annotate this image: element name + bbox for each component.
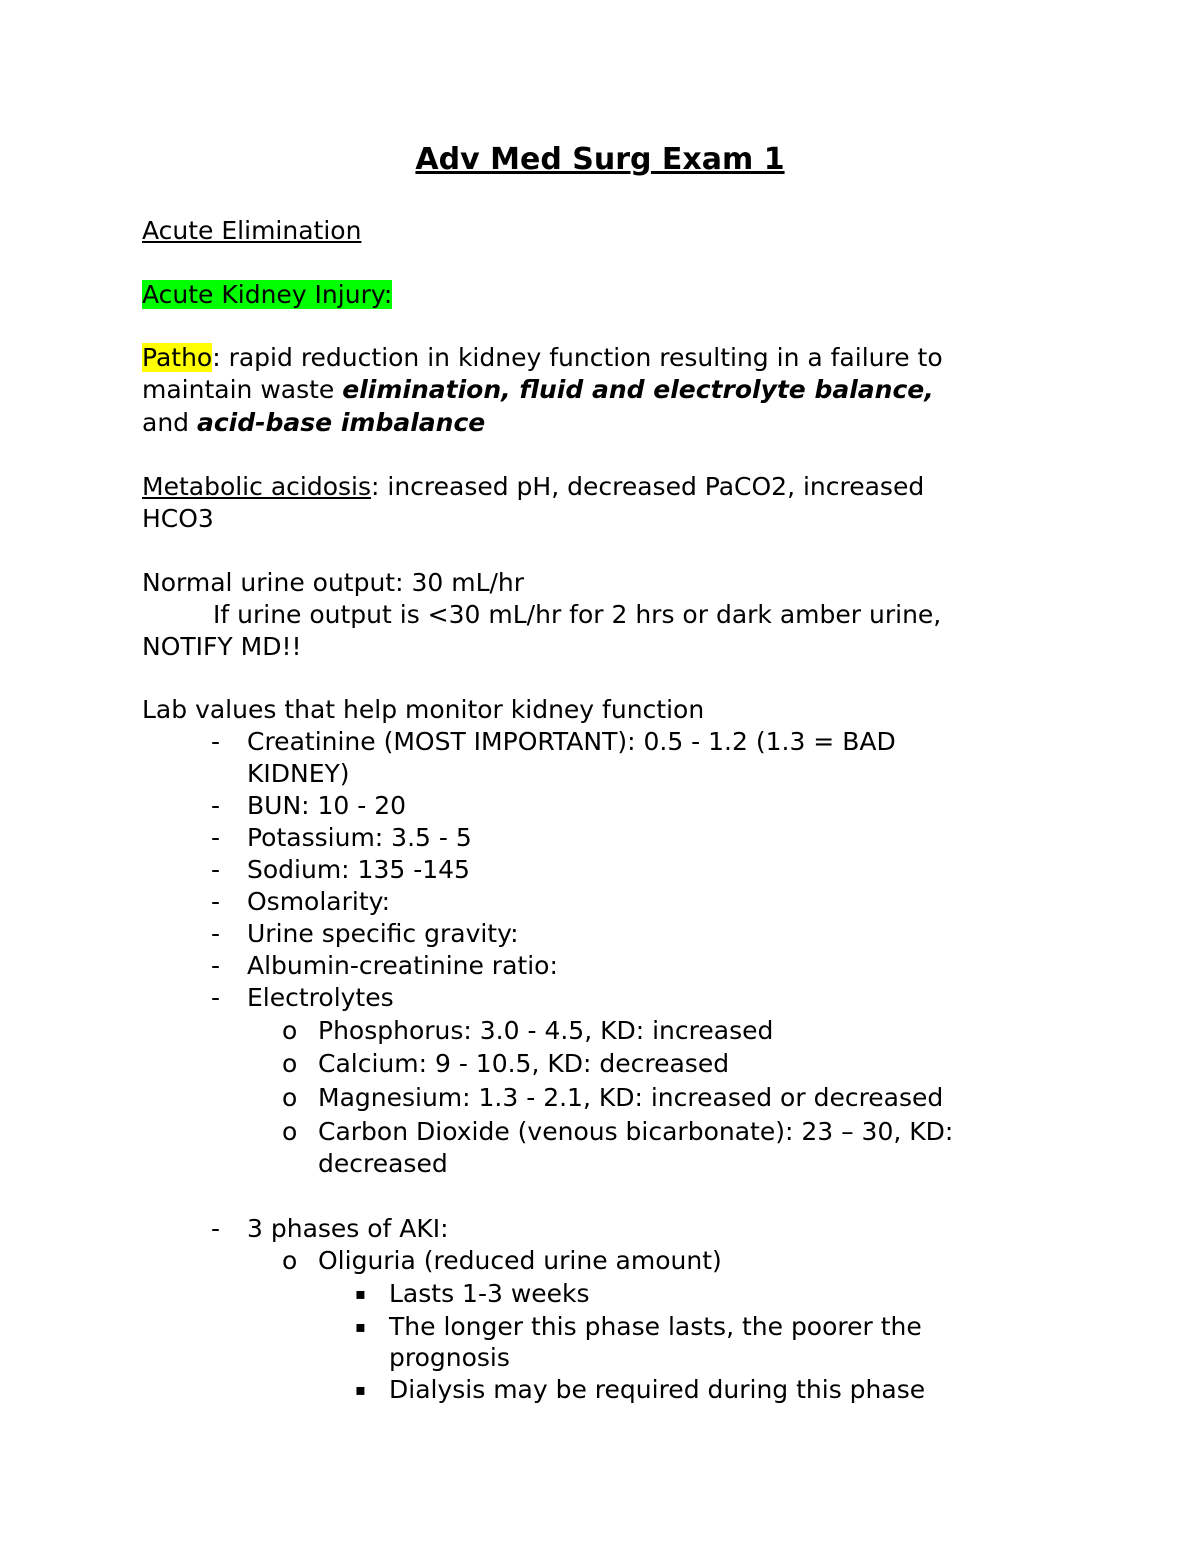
lab-potassium: Potassium: 3.5 - 5: [247, 823, 472, 852]
labs-intro: Lab values that help monitor kidney function: [142, 695, 705, 724]
patho-text: maintain waste: [142, 375, 343, 404]
electrolyte-carbon-dioxide: Carbon Dioxide (venous bicarbonate): 23 – 30, KD:: [318, 1117, 954, 1146]
lab-sodium: Sodium: 135 -145: [247, 855, 470, 884]
aki-heading: [142, 279, 392, 311]
metabolic-line-2: HCO3: [142, 504, 214, 533]
phases-heading: 3 phases of AKI:: [247, 1214, 449, 1243]
patho-text: ,: [924, 375, 934, 404]
bullet-dash: -: [211, 791, 221, 820]
patho-label: Patho: [142, 343, 213, 372]
emphasis-acid-base: acid-base imbalance: [196, 408, 486, 437]
emphasis-fluid-electrolyte: fluid and electrolyte balance: [519, 375, 925, 404]
patho-text: ,: [501, 375, 520, 404]
lab-creatinine-cont: KIDNEY): [247, 759, 350, 788]
electrolyte-phosphorus: Phosphorus: 3.0 - 4.5, KD: increased: [318, 1016, 774, 1045]
bullet-circle: o: [282, 1117, 298, 1146]
lab-creatinine: Creatinine (MOST IMPORTANT): 0.5 - 1.2 (1.3 = BAD: [247, 727, 896, 756]
bullet-circle: o: [282, 1083, 298, 1112]
bullet-dash: -: [211, 855, 221, 884]
oliguria-dialysis: Dialysis may be required during this phase: [389, 1375, 926, 1404]
urine-normal: Normal urine output: 30 mL/hr: [142, 568, 525, 597]
lab-urine-specific-gravity: Urine specific gravity:: [247, 919, 519, 948]
urine-notify: NOTIFY MD!!: [142, 632, 302, 661]
emphasis-elimination: elimination: [342, 375, 502, 404]
lab-bun: BUN: 10 - 20: [247, 791, 407, 820]
lab-electrolytes: Electrolytes: [247, 983, 394, 1012]
bullet-dash: -: [211, 727, 221, 756]
phase-oliguria: Oliguria (reduced urine amount): [318, 1246, 722, 1275]
oliguria-duration: Lasts 1-3 weeks: [389, 1279, 590, 1308]
bullet-circle: o: [282, 1016, 298, 1045]
section-heading: Acute Elimination: [142, 216, 362, 245]
electrolyte-magnesium: Magnesium: 1.3 - 2.1, KD: increased or decreased: [318, 1083, 944, 1112]
patho-line-3: [142, 407, 485, 439]
aki-heading-text: Acute Kidney Injury:: [142, 280, 393, 309]
patho-text: : rapid reduction in kidney function resulting in a failure to: [212, 343, 943, 372]
lab-albumin-creatinine: Albumin-creatinine ratio:: [247, 951, 558, 980]
metabolic-text: : increased pH, decreased PaCO2, increased: [371, 472, 925, 501]
oliguria-prognosis: The longer this phase lasts, the poorer the: [389, 1312, 922, 1341]
bullet-dash: -: [211, 1214, 221, 1243]
bullet-dash: -: [211, 983, 221, 1012]
bullet-square: ▪: [355, 1380, 366, 1399]
bullet-dash: -: [211, 951, 221, 980]
bullet-circle: o: [282, 1246, 298, 1275]
page-title: Adv Med Surg Exam 1: [415, 142, 785, 177]
patho-line-1: [142, 342, 943, 374]
lab-osmolarity: Osmolarity:: [247, 887, 391, 916]
electrolyte-calcium: Calcium: 9 - 10.5, KD: decreased: [318, 1049, 730, 1078]
bullet-square: ▪: [355, 1284, 366, 1303]
metabolic-line-1: [142, 471, 924, 503]
patho-line-2: [142, 374, 934, 406]
oliguria-prognosis-cont: prognosis: [389, 1343, 510, 1372]
patho-text: and: [142, 408, 197, 437]
metabolic-label: Metabolic acidosis: [142, 472, 371, 501]
bullet-circle: o: [282, 1049, 298, 1078]
electrolyte-carbon-dioxide-cont: decreased: [318, 1149, 448, 1178]
bullet-dash: -: [211, 887, 221, 916]
bullet-square: ▪: [355, 1317, 366, 1336]
bullet-dash: -: [211, 823, 221, 852]
bullet-dash: -: [211, 919, 221, 948]
urine-warning: If urine output is <30 mL/hr for 2 hrs or dark amber urine,: [213, 600, 942, 629]
